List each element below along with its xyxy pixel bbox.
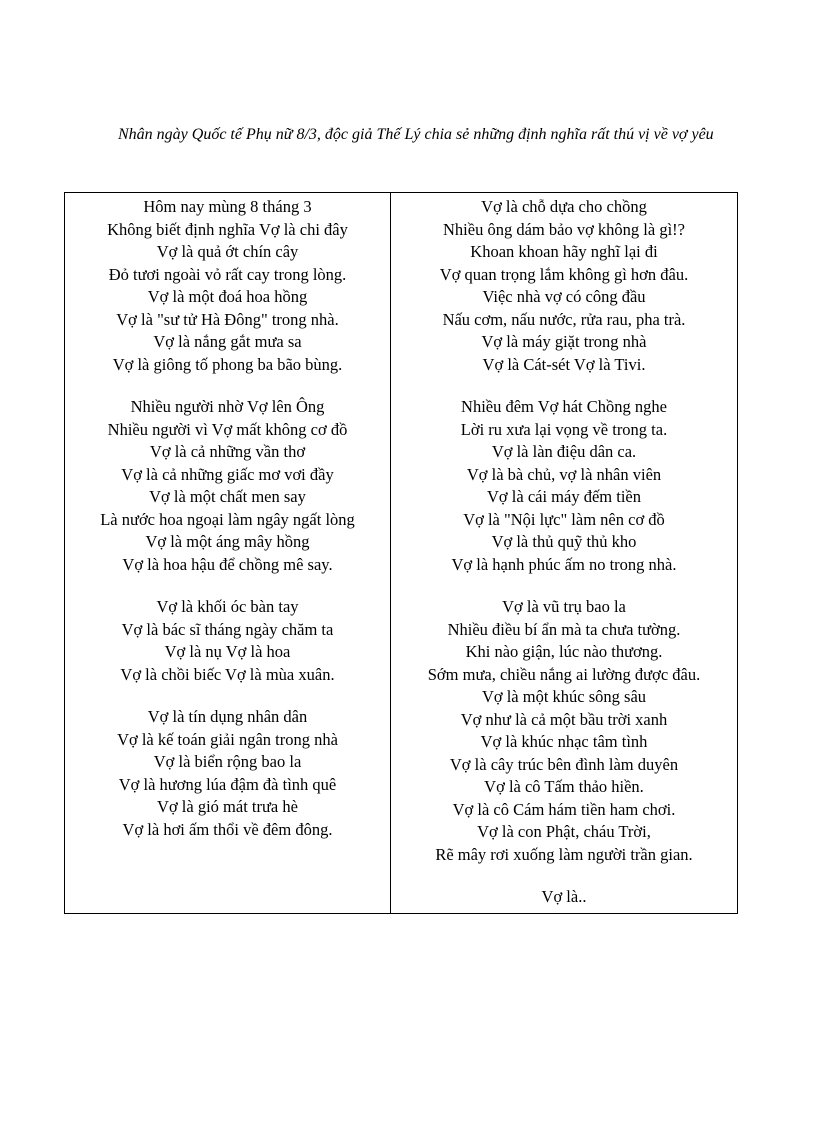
- poem-line: Không biết định nghĩa Vợ là chi đây: [107, 219, 348, 239]
- poem-line: Nhiều người nhờ Vợ lên Ông: [130, 397, 325, 416]
- poem-line: Vợ là hương lúa đậm đà tình quê: [118, 774, 337, 794]
- poem-line: Vợ là cả những giấc mơ vơi đầy: [121, 464, 334, 484]
- poem-line: Vợ như là cả một bầu trời xanh: [460, 709, 668, 729]
- poem-line: Vợ là bà chủ, vợ là nhân viên: [466, 464, 662, 484]
- poem-line: Vợ là một đoá hoa hồng: [147, 287, 308, 306]
- poem-line: Vợ quan trọng lắm không gì hơn đâu.: [439, 264, 689, 284]
- poem-column-right: [390, 193, 737, 913]
- poem-line: Vợ là một chất men say: [149, 487, 306, 506]
- poem-line: Vợ là vũ trụ bao la: [502, 597, 626, 616]
- stanza-right-3: [391, 596, 737, 866]
- poem-line: Vợ là kế toán giải ngân trong nhà: [117, 729, 338, 749]
- poem-line: Vợ là biển rộng bao la: [153, 752, 302, 771]
- poem-line: Vợ là làn điệu dân ca.: [491, 442, 637, 461]
- stanza-left-1: [65, 196, 390, 376]
- intro-text: Nhân ngày Quốc tế Phụ nữ 8/3, độc giả Thế Lý chia sẻ những định nghĩa rất thú vị về vợ yêu: [118, 126, 714, 143]
- poem-line: Nhiều ông dám bảo vợ không là gì!?: [443, 219, 685, 239]
- poem-line: Đỏ tươi ngoài vỏ rất cay trong lòng.: [108, 264, 347, 284]
- poem-line: Vợ là khúc nhạc tâm tình: [480, 732, 648, 751]
- poem-line: Là nước hoa ngoại làm ngây ngất lòng: [100, 509, 355, 529]
- poem-line: Vợ là giông tố phong ba bão bùng.: [112, 354, 343, 374]
- poem-line: Nấu cơm, nấu nước, rửa rau, pha trà.: [442, 309, 686, 329]
- poem-line: Hôm nay mùng 8 tháng 3: [143, 197, 312, 216]
- stanza-right-4: [391, 886, 737, 909]
- poem-line: Lời ru xưa lại vọng về trong ta.: [460, 419, 668, 439]
- poem-line: Nhiều đêm Vợ hát Chồng nghe: [461, 397, 667, 416]
- poem-line: Việc nhà vợ có công đầu: [482, 287, 646, 306]
- poem-line: Vợ là gió mát trưa hè: [157, 797, 298, 816]
- poem-line: Vợ là cô Cám hám tiền ham chơi.: [452, 799, 676, 819]
- stanza-right-1: [391, 196, 737, 376]
- poem-line: Vợ là khối óc bàn tay: [156, 597, 299, 616]
- poem-line: Vợ là cả những vần thơ: [149, 442, 306, 461]
- stanza-left-2: [65, 396, 390, 576]
- poem-line: Vợ là "sư tử Hà Đông" trong nhà.: [116, 309, 339, 329]
- poem-line: Vợ là "Nội lực" làm nên cơ đồ: [463, 509, 665, 529]
- poem-line: Vợ là cây trúc bên đình làm duyên: [449, 754, 679, 774]
- poem-column-left: [65, 193, 390, 913]
- poem-line: Vợ là chỗ dựa cho chồng: [481, 197, 647, 216]
- poem-line: Vợ là Cát-sét Vợ là Tivi.: [482, 354, 646, 374]
- poem-line: Nhiều điều bí ẩn mà ta chưa tường.: [447, 619, 681, 639]
- poem-line: Vợ là hoa hậu để chồng mê say.: [122, 554, 333, 574]
- poem-line: Vợ là thủ quỹ thủ kho: [491, 532, 637, 551]
- stanza-left-4: [65, 706, 390, 841]
- poem-line: Vợ là máy giặt trong nhà: [481, 332, 647, 351]
- poem-line: Vợ là một áng mây hồng: [145, 532, 310, 551]
- poem-line: Vợ là hơi ấm thổi về đêm đông.: [122, 819, 333, 839]
- poem-line: Vợ là cô Tấm thảo hiền.: [484, 777, 644, 796]
- poem-line: Khoan khoan hãy nghĩ lại đi: [470, 242, 658, 261]
- poem-line: Vợ là cái máy đếm tiền: [487, 487, 641, 506]
- poem-line: Vợ là tín dụng nhân dân: [147, 707, 308, 726]
- poem-line: Vợ là chồi biếc Vợ là mùa xuân.: [120, 664, 335, 684]
- poem-line: Vợ là quả ớt chín cây: [156, 242, 299, 261]
- poem-line: Rẽ mây rơi xuống làm người trần gian.: [435, 844, 693, 864]
- poem-line: Vợ là con Phật, cháu Trời,: [477, 822, 651, 841]
- stanza-left-3: [65, 596, 390, 686]
- poem-line: Sớm mưa, chiều nắng ai lường được đâu.: [427, 664, 701, 684]
- poem-line: Vợ là..: [541, 887, 587, 906]
- stanza-right-2: [391, 396, 737, 576]
- poem-line: Vợ là nụ Vợ là hoa: [164, 642, 291, 661]
- poem-table: [64, 192, 738, 914]
- poem-line: Vợ là hạnh phúc ấm no trong nhà.: [451, 554, 677, 574]
- poem-line: Vợ là bác sĩ tháng ngày chăm ta: [121, 619, 334, 639]
- poem-line: Vợ là nắng gắt mưa sa: [153, 332, 302, 351]
- poem-line: Khi nào giận, lúc nào thương.: [465, 642, 663, 661]
- poem-line: Vợ là một khúc sông sâu: [481, 687, 647, 706]
- poem-line: Nhiều người vì Vợ mất không cơ đồ: [107, 419, 348, 439]
